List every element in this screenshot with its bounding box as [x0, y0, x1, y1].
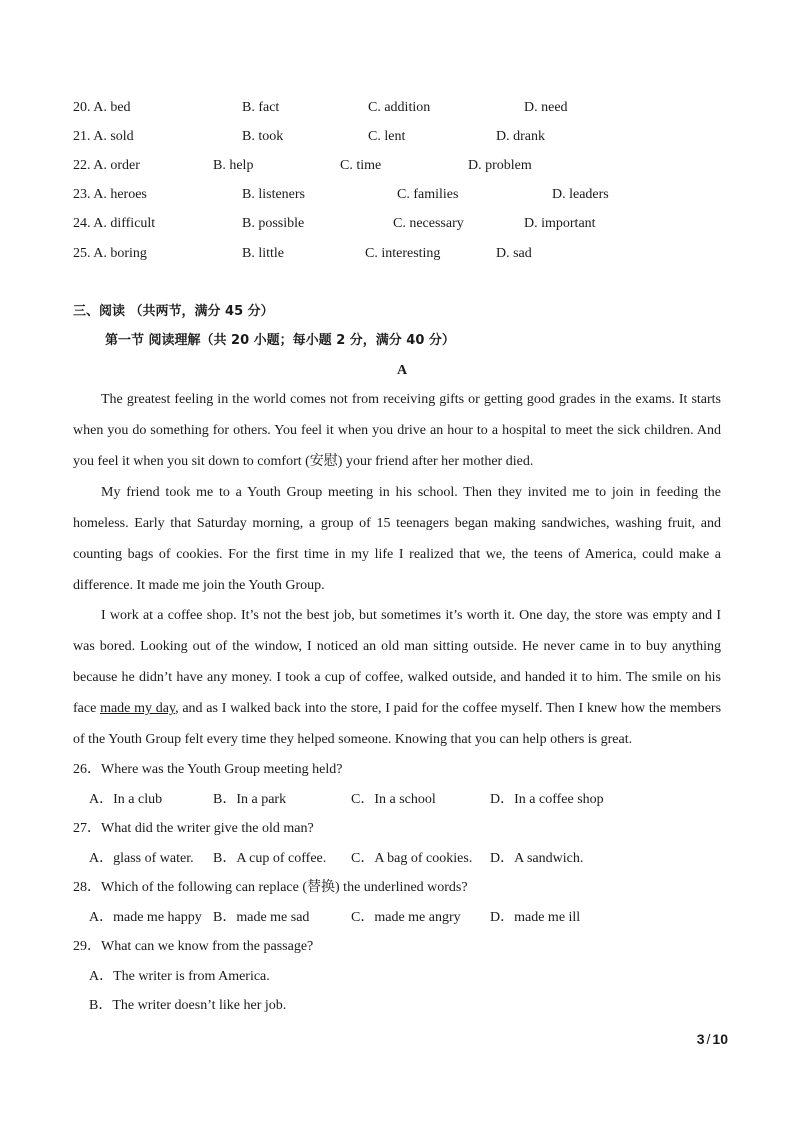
option-row-24-b: B. possible — [242, 216, 305, 231]
option-row-23-b: B. listeners — [242, 187, 305, 202]
option-row-23-d: D. leaders — [552, 187, 609, 202]
question-27-option-c: C．A bag of cookies. — [351, 851, 473, 866]
option-row-23-c: C. families — [397, 187, 459, 202]
option-row-25-b: B. little — [242, 246, 284, 261]
section-subtitle: 第一节 阅读理解（共 20 小题；每小题 2 分，满分 40 分） — [105, 333, 455, 348]
question-28-stem: 28．Which of the following can replace (替换) the underlined words? — [73, 880, 468, 895]
question-27-option-d: D．A sandwich. — [490, 851, 584, 866]
option-row-21-d: D. drank — [496, 129, 545, 144]
option-row-22-c: C. time — [340, 158, 382, 173]
option-row-23-a: 23. A. heroes — [73, 187, 147, 202]
section-title: 三、阅读 （共两节，满分 45 分） — [73, 304, 274, 319]
option-row-24-c: C. necessary — [393, 216, 464, 231]
passage-paragraph-2-text: My friend took me to a Youth Group meeting in his school. Then they invited me to join in feeding the homeless. Early that Saturday morning, a group of 15 teenagers began making sandwiches, washing fruit, and counting bags of cookies. For the first time in my life I realized that we, the teens of America, could make a difference. It made me join the Youth Group. — [73, 485, 721, 593]
option-row-20-d: D. need — [524, 100, 568, 115]
question-28-option-a: A．made me happy — [89, 910, 202, 925]
question-28-option-c: C．made me angry — [351, 910, 461, 925]
passage-label: A — [397, 363, 408, 378]
option-row-25-d: D. sad — [496, 246, 532, 261]
question-26-option-a: A．In a club — [89, 792, 163, 807]
option-row-22-a: 22. A. order — [73, 158, 140, 173]
option-row-25-a: 25. A. boring — [73, 246, 147, 261]
option-row-24-a: 24. A. difficult — [73, 216, 156, 231]
question-26-option-b: B．In a park — [213, 792, 287, 807]
passage-paragraph-3 — [73, 600, 721, 755]
option-row-20-a: 20. A. bed — [73, 100, 131, 115]
question-29-option-a: A．The writer is from America. — [89, 969, 270, 984]
question-26-option-d: D．In a coffee shop — [490, 792, 604, 807]
page-number — [697, 1031, 728, 1047]
question-26-option-c: C．In a school — [351, 792, 436, 807]
question-27-option-b: B．A cup of coffee. — [213, 851, 327, 866]
passage-paragraph-1 — [73, 384, 721, 477]
question-26-stem: 26．Where was the Youth Group meeting held? — [73, 762, 343, 777]
option-row-22-b: B. help — [213, 158, 254, 173]
question-27-option-a: A．glass of water. — [89, 851, 194, 866]
question-27-stem: 27．What did the writer give the old man? — [73, 821, 314, 836]
underlined-phrase: made my day — [100, 701, 176, 716]
option-row-21-c: C. lent — [368, 129, 406, 144]
option-row-20-c: C. addition — [368, 100, 431, 115]
page-number-current: 3 — [696, 1031, 705, 1047]
passage-paragraph-3-text-a: I work at a coffee shop. It’s not the best job, but sometimes it’s worth it. One day, the store was empty and I was bored. Looking out of the window, I noticed an old man sitting outside. He never came in to buy anything because he didn’t have any money. I took a cup of coffee, walked outside, and handed it to him. The smile on his face — [73, 608, 721, 716]
option-row-24-d: D. important — [524, 216, 596, 231]
option-row-22-d: D. problem — [468, 158, 532, 173]
passage-paragraph-2 — [73, 477, 721, 601]
option-row-21-a: 21. A. sold — [73, 129, 134, 144]
page-number-total: 10 — [712, 1031, 728, 1047]
question-28-option-b: B．made me sad — [213, 910, 310, 925]
option-row-21-b: B. took — [242, 129, 284, 144]
question-28-option-d: D．made me ill — [490, 910, 581, 925]
page-number-separator: / — [706, 1031, 711, 1047]
question-29-stem: 29．What can we know from the passage? — [73, 939, 314, 954]
question-29-option-b: B．The writer doesn’t like her job. — [89, 998, 287, 1013]
passage-paragraph-1-text: The greatest feeling in the world comes not from receiving gifts or getting good grades in the exams. It starts when you do something for others. You feel it when you drive an hour to a hospital to meet the sick children. And you feel it when you sit down to comfort (安慰) your friend after her mother died. — [73, 392, 721, 469]
option-row-25-c: C. interesting — [365, 246, 441, 261]
option-row-20-b: B. fact — [242, 100, 280, 115]
passage-paragraph-3-text-b: , and as I walked back into the store, I paid for the coffee myself. Then I knew how the members of the Youth Group felt every time they helped someone. Knowing that you can help others is great. — [73, 701, 722, 747]
